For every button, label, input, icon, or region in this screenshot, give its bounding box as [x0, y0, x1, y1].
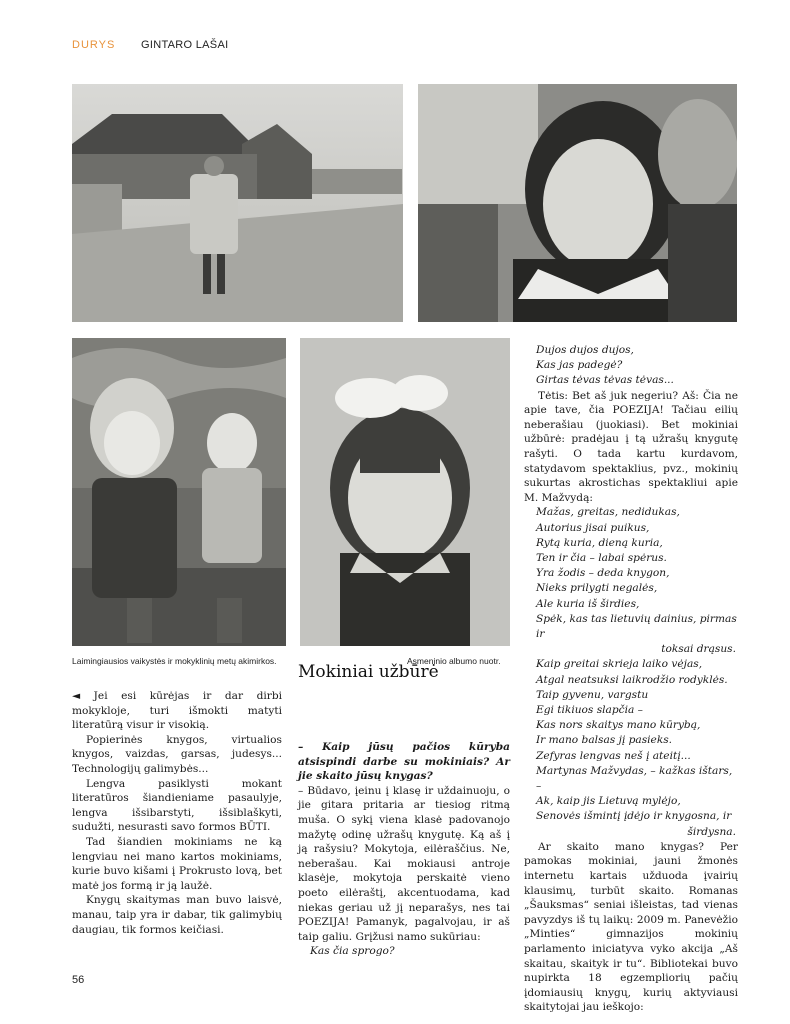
paragraph: – Būdavo, įeinu į klasę ir uždainuoju, o jie gitara pritaria ar tiesiog ritmą muša. O sykį viena klasė padovanojo mažytę odinę užrašų knygutę. Ką aš į ją rašysiu? Mokytoja, eilėraščius. Ne, neberašau. Kai mokiausi antroje klasėje, mokytoja perskaitė vieno poeto eilėraštį, akcentuodama, kad niekas geriau už jį neparašys, nes tai POEZIJA! Pamanyk, pagalvojau, ir aš taip galiu. Grįžusi namo sukūriau: — [298, 784, 510, 943]
poem-line: toksai drąsus. — [661, 643, 736, 656]
poem-line: Spėk, kas tas lietuvių dainius, pirmas ir — [536, 612, 737, 640]
photo-caption: Laimingiausios vaikystės ir mokyklinių metų akimirkos. — [72, 656, 277, 666]
poem-line: Ir mano balsas jį pasieks. — [536, 734, 673, 747]
poem-line: Kas jas padegė? — [536, 359, 623, 372]
poem-line: Ten ir čia – labai spėrus. — [536, 551, 667, 564]
text-column-3 — [524, 343, 738, 1015]
poem-block — [524, 343, 738, 389]
text-column-2 — [298, 740, 510, 960]
poem-line: Martynas Mažvydas, – kažkas ištars, – — [536, 764, 733, 793]
photo-school-portrait — [300, 338, 510, 646]
poem-line: Yra žodis – deda knygon, — [536, 567, 670, 580]
poem-line: Rytą kuria, dieną kuria, — [536, 536, 663, 549]
interview-question: – Kaip jūsų pačios kūryba atsispindi darbe su mokiniais? Ar jie skaito jūsų knygas? — [298, 741, 510, 783]
paragraph: Ar skaito mano knygas? Per pamokas mokiniai, jauni žmonės internetu kartais užduoda įvairių klausimų, turbūt skaito. Romanas „Šauksmas“ seniai išleistas, tad vienas pavyzdys iš tų laikų: 2009 m. Panevėžio „Minties“ gimnazijos mokinių parlamento iniciatyva vyko akcija „Aš skaitau, skaityk ir tu“. Bibliotekai buvo nupirkta 18 egzempliorių pačių įdomiausių knygų, kurių aktyviausi skaitytojai jau ieškojo: — [524, 840, 738, 1014]
paragraph: Popierinės knygos, virtualios knygos, vaizdas, garsas, judesys... Technologijų galimybės... — [72, 733, 282, 775]
paragraph: Tad šiandien mokiniams ne ką lengviau nei mano kartos mokiniams, kurie buvo kišami į Prokrusto lovą, bet matė jos formą ir ją laužė. — [72, 835, 282, 892]
poem-line: Girtas tėvas tėvas tėvas... — [536, 374, 674, 387]
poem-line: Mažas, greitas, nedidukas, — [536, 506, 680, 519]
poem-line: Kas čia sprogo? — [310, 945, 395, 958]
poem-line: Nieks prilygti negalės, — [536, 582, 658, 595]
poem-line: Ale kuria iš širdies, — [536, 597, 640, 610]
section-heading: Mokiniai užbūrė — [298, 662, 439, 682]
article-title: GINTARO LAŠAI — [141, 39, 229, 51]
poem-line: Kas nors skaitys mano kūrybą, — [536, 719, 701, 732]
paragraph: ◄ Jei esi kūrėjas ir dar dirbi mokykloje, turi išmokti matyti literatūrą visur ir visokią. — [72, 690, 282, 732]
text-column-1 — [72, 689, 282, 937]
poem-block — [524, 505, 738, 839]
poem-line: širdysna. — [687, 825, 736, 838]
paragraph: Lengva pasiklysti mokant literatūros šiandieniame pasaulyje, lengva išsibarstyti, išsiblaškyti, sudužti, nesurasti savo formos BŪTI. — [72, 777, 282, 834]
poem-line: Egi tikiuos slapčia – — [536, 704, 643, 716]
poem-line: Kaip greitai skrieja laiko vėjas, — [536, 658, 703, 671]
poem-line: Zefyras lengvas neš į ateitį... — [536, 749, 691, 762]
photo-child-doll — [72, 338, 286, 646]
poem-line: Taip gyvenu, vargstu — [536, 688, 649, 701]
section-label: DURYS — [72, 39, 116, 51]
paragraph: Tėtis: Bet aš juk negeriu? Aš: Čia ne apie tave, čia POEZIJA! Tačiau eilių neberašiau (juokiasi). Bet mokiniai užbūrė: pradėjau į tą užrašų knygutę rašyti. O tada kartu kurdavom, statydavom spektaklius, pvz., mokinių sukurtas akrostichas spektakliui apie M. Mažvydą: — [524, 389, 738, 504]
page-number: 56 — [72, 974, 85, 986]
photo-credit: Asmeninio albumo nuotr. — [407, 656, 501, 666]
poem-line: Atgal neatsuksi laikrodžio rodyklės. — [536, 673, 728, 686]
photo-girl-portrait — [418, 84, 737, 322]
paragraph: Knygų skaitymas man buvo laisvė, manau, taip yra ir dabar, tik galimybių daugiau, tik formos keičiasi. — [72, 894, 282, 936]
poem-line: Senovės išmintį įdėjo ir knygosna, ir — [536, 810, 732, 823]
poem-line: Autorius jisai puikus, — [536, 521, 650, 534]
poem-line: Ak, kaip jis Lietuvą mylėjo, — [536, 795, 681, 808]
photo-child-street — [72, 84, 403, 322]
poem-line: Dujos dujos dujos, — [536, 344, 634, 356]
